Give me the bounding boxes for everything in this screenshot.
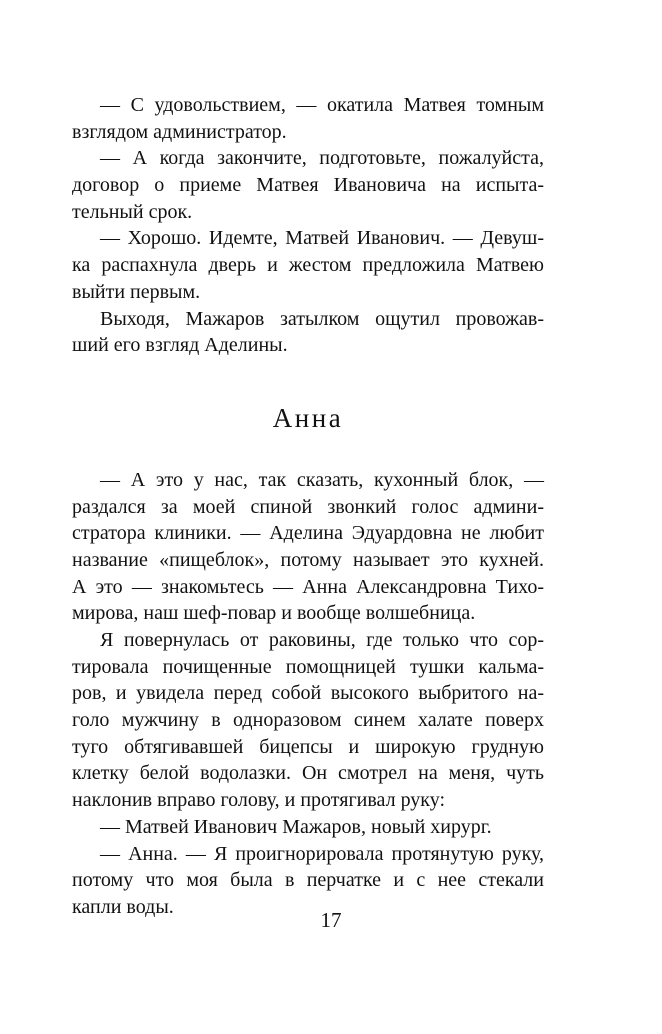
text-line: раздался за моей спиной звонкий голос админи-	[72, 495, 544, 518]
text-line: название «пищеблок», потому называет это кухней.	[72, 548, 544, 571]
text-line: — А это у нас, так сказать, кухонный блок, —	[100, 468, 544, 491]
text-line: — Хорошо. Идемте, Матвей Иванович. — Девуш-	[100, 227, 544, 250]
paragraph-dialogue-4	[72, 467, 544, 627]
paragraph-narration-1	[72, 306, 544, 359]
text-line: ров, и увидела перед собой высокого выбритого на-	[72, 682, 544, 705]
text-line: выйти первым.	[72, 280, 201, 303]
text-line: наклонив вправо голову, и протягивал руку:	[72, 789, 446, 812]
text-line: стратора клиники. — Аделина Эдуардовна не любит	[72, 522, 544, 545]
page-number: 17	[320, 908, 342, 932]
text-line: — Матвей Иванович Мажаров, новый хирург.	[100, 815, 492, 838]
text-line: ка распахнула дверь и жестом предложила Матвею	[72, 254, 544, 277]
paragraph-dialogue-5	[72, 814, 544, 841]
paragraph-dialogue-1	[72, 92, 544, 145]
text-line: — А когда закончите, подготовьте, пожалуйста,	[100, 147, 544, 170]
text-line: голо мужчину в одноразовом синем халате поверх	[72, 709, 544, 732]
text-line: Я повернулась от раковины, где только что сор-	[100, 629, 544, 651]
text-line: — Анна. — Я проигнорировала протянутую руку,	[100, 842, 544, 865]
text-line: взглядом администратор.	[72, 120, 287, 143]
text-line: капли воды.	[72, 895, 174, 918]
text-line: клетку белой водолазки. Он смотрел на меня, чуть	[72, 762, 544, 785]
text-line: ший его взгляд Аделины.	[72, 334, 288, 357]
paragraph-narration-2	[72, 627, 544, 814]
text-line: туго обтягивавшей бицепсы и широкую грудную	[72, 735, 544, 758]
text-line: мирова, наш шеф-повар и вообще волшебница.	[72, 602, 476, 625]
paragraph-dialogue-2	[72, 145, 544, 225]
text-line: тировала почищенные помощницей тушки кальма-	[72, 655, 544, 678]
paragraph-dialogue-3	[72, 225, 544, 305]
text-line: потому что моя была в перчатке и с нее стекали	[72, 869, 544, 892]
text-line: — С удовольствием, — окатила Матвея томным	[100, 94, 544, 116]
text-line: Выходя, Мажаров затылком ощутил провожав-	[100, 307, 544, 330]
chapter-heading: Анна	[272, 402, 344, 433]
book-page-text	[72, 92, 544, 921]
text-line: тельный срок.	[72, 200, 193, 223]
text-line: А это — знакомьтесь — Анна Александровна Тихо-	[72, 575, 544, 598]
text-line: договор о приеме Матвея Ивановича на испыта-	[72, 174, 544, 197]
